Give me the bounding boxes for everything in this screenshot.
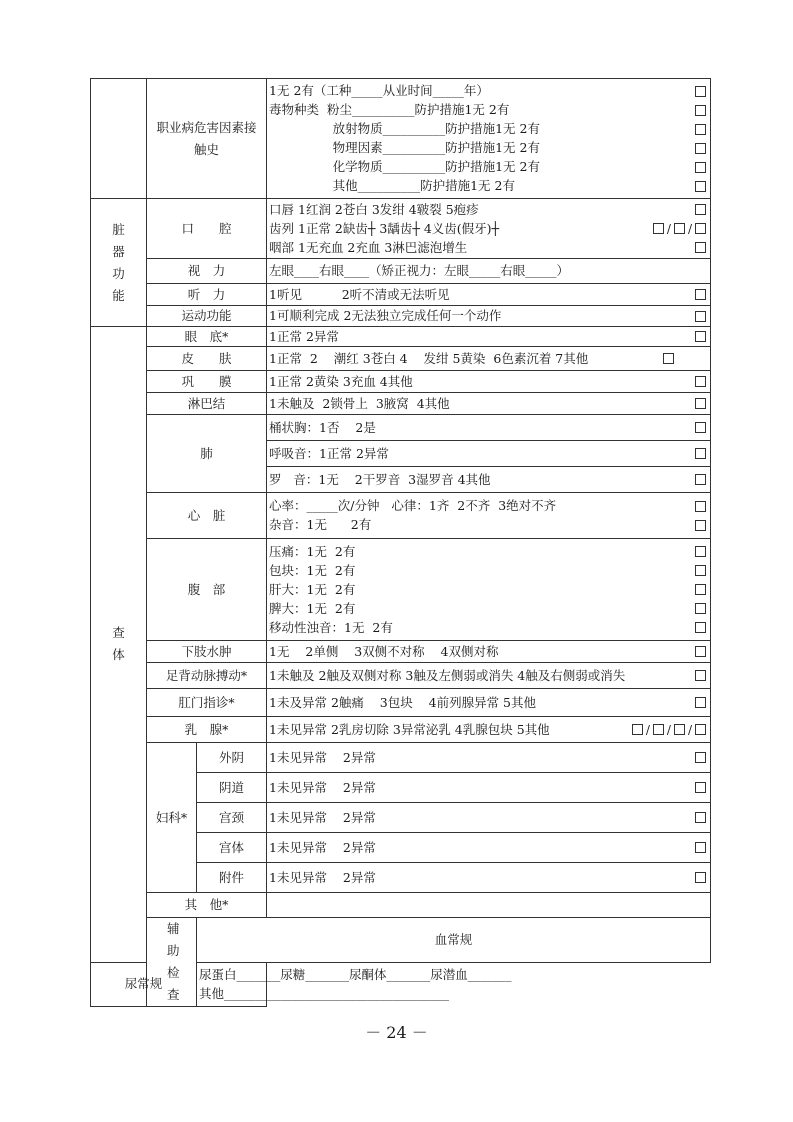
checkbox[interactable] — [695, 204, 706, 215]
breast-checkboxes: / / / — [630, 721, 708, 739]
fundus-text: 1正常 2异常 — [269, 328, 339, 344]
checkbox[interactable] — [695, 474, 706, 485]
aux-label: 辅助检查 — [147, 918, 197, 1007]
checkbox[interactable] — [695, 752, 706, 763]
oral-row — [91, 199, 711, 259]
checkbox[interactable] — [695, 376, 706, 387]
fundus-row — [91, 327, 711, 347]
checkbox[interactable] — [695, 242, 706, 253]
physical-label: 查体 — [91, 327, 147, 963]
vision-row — [91, 259, 711, 284]
gyn-item-label: 阴道 — [197, 773, 267, 803]
checkbox[interactable] — [674, 223, 685, 234]
heart-row — [91, 493, 711, 539]
gyn-item-text: 1未见异常 2异常 — [269, 809, 376, 825]
other-label: 其 他* — [147, 893, 267, 918]
occupational-row — [91, 79, 711, 199]
checkbox[interactable] — [695, 782, 706, 793]
checkbox[interactable] — [695, 448, 706, 459]
checkbox[interactable] — [653, 223, 664, 234]
checkbox[interactable] — [695, 124, 706, 135]
lips-text: 口唇 1红润 2苍白 3发绀 4皲裂 5疱疹 — [269, 201, 479, 217]
heart-label: 心 脏 — [147, 493, 267, 539]
edema-label: 下肢水肿 — [147, 641, 267, 663]
other-content[interactable] — [267, 893, 711, 918]
oral-label: 口 腔 — [147, 199, 267, 259]
checkbox[interactable] — [695, 812, 706, 823]
gyn-item-label: 宫体 — [197, 833, 267, 863]
abdomen-line: 移动性浊音：1无 2有 — [269, 619, 393, 635]
checkbox[interactable] — [695, 724, 706, 735]
teeth-text: 齿列 1正常 2缺齿┼ 3龋齿┼ 4义齿(假牙)┼ — [269, 220, 500, 236]
checkbox[interactable] — [695, 565, 706, 576]
gyn-item-text: 1未见异常 2异常 — [269, 779, 376, 795]
dorsalis-label: 足背动脉搏动* — [147, 663, 267, 689]
abdomen-line: 肝大：1无 2有 — [269, 581, 356, 597]
abdomen-line: 包块：1无 2有 — [269, 562, 356, 578]
teeth-checkboxes: / / — [651, 220, 708, 238]
checkbox[interactable] — [695, 697, 706, 708]
urine-line-2: 其他____________________________________ — [199, 985, 450, 1001]
other-row — [91, 893, 711, 918]
pharynx-text: 咽部 1无充血 2充血 3淋巴滤泡增生 — [269, 239, 468, 255]
occupational-line-3: 放射物质__________防护措施1无 2有 — [269, 121, 540, 136]
lymph-text: 1未触及 2锁骨上 3腋窝 4其他 — [269, 395, 450, 411]
lung-row-1 — [91, 415, 711, 441]
skin-row — [91, 347, 711, 371]
motor-text: 1可顺利完成 2无法独立完成任何一个动作 — [269, 308, 502, 323]
checkbox[interactable] — [695, 181, 706, 192]
hearing-label: 听 力 — [147, 284, 267, 306]
gyn-label: 妇科* — [147, 743, 197, 893]
barrel-chest-text: 桶状胸：1否 2是 — [269, 419, 376, 435]
edema-text: 1无 2单侧 3双侧不对称 4双侧对称 — [269, 643, 499, 659]
checkbox[interactable] — [695, 162, 706, 173]
organ-label: 脏器功能 — [91, 199, 147, 327]
checkbox[interactable] — [663, 353, 674, 364]
skin-text: 1正常 2 潮红 3苍白 4 发绀 5黄染 6色素沉着 7其他 — [269, 350, 589, 366]
occupational-line-1: 1无 2有（工种_____从业时间_____年） — [269, 83, 489, 98]
occupational-content — [267, 79, 711, 199]
checkbox[interactable] — [695, 86, 706, 97]
blood-row — [91, 918, 711, 963]
rales-text: 罗 音：1无 2干罗音 3湿罗音 4其他 — [269, 471, 491, 487]
gyn-item-text: 1未见异常 2异常 — [269, 839, 376, 855]
dorsalis-text: 1未触及 2触及双侧对称 3触及左侧弱或消失 4触及右侧弱或消失 — [269, 667, 626, 683]
fundus-label: 眼 底* — [147, 327, 267, 347]
checkbox[interactable] — [695, 105, 706, 116]
edema-row — [91, 641, 711, 663]
checkbox[interactable] — [695, 501, 706, 512]
checkbox[interactable] — [695, 646, 706, 657]
abdomen-line: 压痛：1无 2有 — [269, 543, 356, 559]
murmur-text: 杂音：1无 2有 — [269, 517, 372, 532]
motor-row — [91, 306, 711, 327]
anal-text: 1未及异常 2触痛 3包块 4前列腺异常 5其他 — [269, 694, 537, 710]
vision-text: 左眼____右眼____（矫正视力：左眼_____右眼_____） — [269, 263, 570, 278]
checkbox[interactable] — [695, 546, 706, 557]
lung-label: 肺 — [147, 415, 267, 493]
gyn-item-text: 1未见异常 2异常 — [269, 749, 376, 765]
skin-label: 皮 肤 — [147, 347, 267, 371]
blood-label: 血常规 — [197, 918, 711, 963]
page-number: － 24 － — [365, 1023, 428, 1042]
abdomen-label: 腹 部 — [147, 539, 267, 641]
abdomen-content — [267, 539, 711, 641]
abdomen-line: 脾大：1无 2有 — [269, 600, 356, 616]
checkbox[interactable] — [632, 724, 643, 735]
breath-sound-text: 呼吸音：1正常 2异常 — [269, 445, 389, 461]
sclera-text: 1正常 2黄染 3充血 4其他 — [269, 373, 413, 389]
checkbox[interactable] — [695, 872, 706, 883]
gyn-item-label: 宫颈 — [197, 803, 267, 833]
occupational-line-6: 其他__________防护措施1无 2有 — [269, 178, 515, 193]
checkbox[interactable] — [695, 223, 706, 234]
blank-cell — [91, 79, 147, 199]
oral-content — [267, 199, 711, 259]
checkbox[interactable] — [695, 311, 706, 322]
gyn-item-label: 外阴 — [197, 743, 267, 773]
checkbox[interactable] — [695, 331, 706, 342]
occupational-label: 职业病危害因素接触史 — [147, 79, 267, 199]
hearing-row — [91, 284, 711, 306]
checkbox[interactable] — [695, 622, 706, 633]
gyn-item-label: 附件 — [197, 863, 267, 893]
health-exam-form — [90, 78, 711, 1007]
checkbox[interactable] — [695, 603, 706, 614]
checkbox[interactable] — [674, 724, 685, 735]
checkbox[interactable] — [695, 398, 706, 409]
occupational-line-2: 毒物种类 粉尘__________防护措施1无 2有 — [269, 102, 510, 117]
occupational-line-5: 化学物质__________防护措施1无 2有 — [269, 159, 540, 174]
urine-content — [197, 962, 512, 1007]
checkbox[interactable] — [695, 584, 706, 595]
anal-row — [91, 689, 711, 717]
hearing-text: 1听见 2听不清或无法听见 — [269, 286, 450, 302]
vision-label: 视 力 — [147, 259, 267, 284]
sclera-label: 巩 膜 — [147, 371, 267, 393]
gyn-row-1 — [91, 743, 711, 773]
checkbox[interactable] — [695, 422, 706, 433]
checkbox[interactable] — [695, 289, 706, 300]
dorsalis-row — [91, 663, 711, 689]
breast-text: 1未见异常 2乳房切除 3异常泌乳 4乳腺包块 5其他 — [269, 721, 550, 737]
heart-rate-text: 心率：_____次/分钟 心律：1齐 2不齐 3绝对不齐 — [269, 498, 557, 513]
breast-row — [91, 717, 711, 743]
checkbox[interactable] — [695, 670, 706, 681]
urine-line-1: 尿蛋白_______尿糖_______尿酮体_______尿潜血_______ — [199, 966, 512, 982]
abdomen-row — [91, 539, 711, 641]
anal-label: 肛门指诊* — [147, 689, 267, 717]
sclera-row — [91, 371, 711, 393]
gyn-item-text: 1未见异常 2异常 — [269, 869, 376, 885]
occupational-line-4: 物理因素__________防护措施1无 2有 — [269, 140, 540, 155]
lymph-label: 淋巴结 — [147, 393, 267, 415]
checkbox[interactable] — [695, 143, 706, 154]
urine-row — [91, 962, 711, 1007]
checkbox[interactable] — [695, 842, 706, 853]
lymph-row — [91, 393, 711, 415]
checkbox[interactable] — [695, 520, 706, 531]
heart-content — [267, 493, 711, 539]
breast-label: 乳 腺* — [147, 717, 267, 743]
urine-label: 尿常规 — [91, 962, 197, 1007]
checkbox[interactable] — [653, 724, 664, 735]
motor-label: 运动功能 — [147, 306, 267, 327]
